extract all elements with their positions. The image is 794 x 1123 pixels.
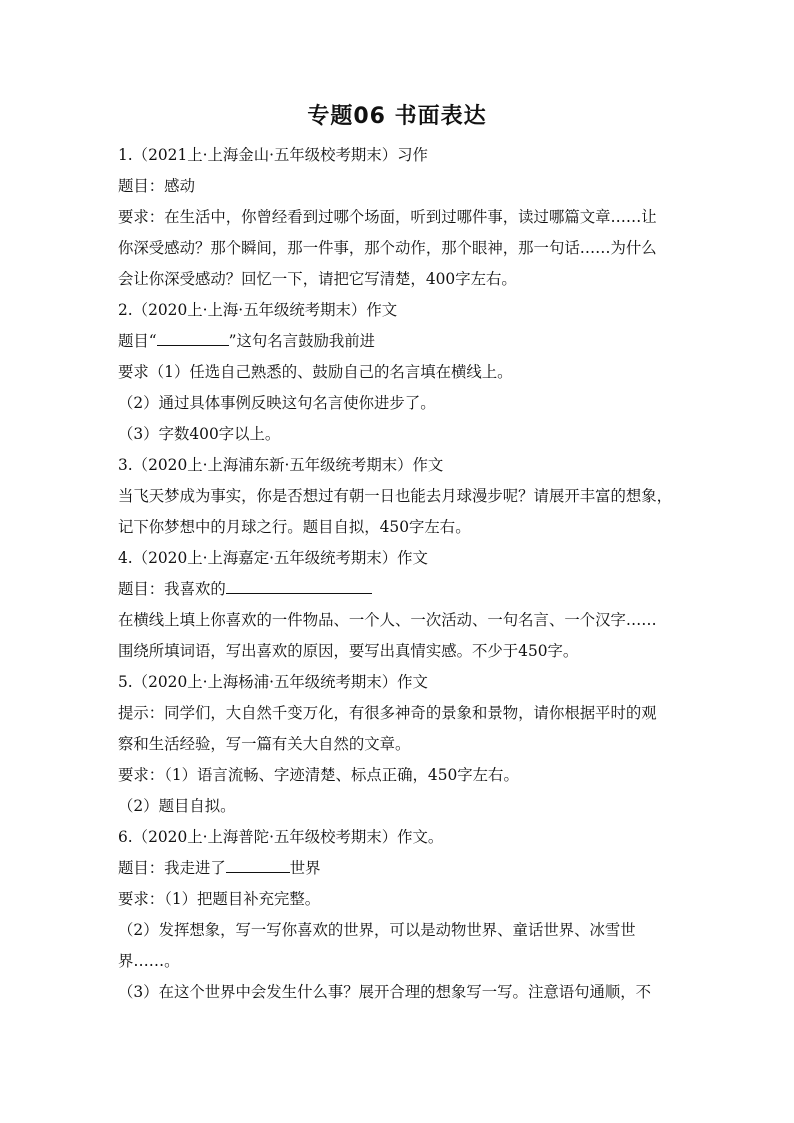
question-requirement: （2）通过具体事例反映这句名言使你进步了。 (118, 394, 436, 412)
question-heading: 4.（2020上·上海嘉定·五年级统考期末）作文 (118, 549, 428, 567)
question-requirement: （3）字数400字以上。 (118, 425, 281, 443)
question-6 (118, 822, 683, 1008)
question-5 (118, 667, 683, 822)
question-heading: 6.（2020上·上海普陀·五年级校考期末）作文。 (118, 828, 444, 846)
question-topic (118, 574, 683, 605)
question-heading: 2.（2020上·上海·五年级统考期末）作文 (118, 301, 398, 319)
question-requirement: 围绕所填词语，写出喜欢的原因，要写出真情实感。不少于450字。 (118, 642, 579, 660)
topic-prefix: 题目“ (118, 332, 157, 350)
question-requirement: 当飞天梦成为事实，你是否想过有朝一日也能去月球漫步呢？请展开丰富的想象， (118, 487, 673, 505)
question-topic: 题目：感动 (118, 177, 195, 195)
question-requirement: 界……。 (118, 952, 180, 970)
topic-prefix: 题目：我走进了 (118, 859, 226, 877)
question-requirement: （2）题目自拟。 (118, 797, 236, 815)
question-requirement: 记下你梦想中的月球之行。题目自拟，450字左右。 (118, 518, 471, 536)
question-requirement: 察和生活经验，写一篇有关大自然的文章。 (118, 735, 411, 753)
question-1 (118, 140, 683, 295)
question-topic (118, 326, 683, 357)
question-requirement: 要求：（1）把题目补充完整。 (118, 890, 321, 908)
question-requirement: 要求（1）任选自己熟悉的、鼓励自己的名言填在横线上。 (118, 363, 513, 381)
fill-in-blank (226, 578, 372, 594)
fill-in-blank (157, 330, 229, 346)
question-requirement: （3）在这个世界中会发生什么事？展开合理的想象写一写。注意语句通顺，不 (118, 983, 652, 1001)
topic-suffix: 世界 (289, 859, 321, 877)
question-requirement: 你深受感动？那个瞬间，那一件事，那个动作，那个眼神，那一句话……为什么 (118, 239, 657, 257)
question-requirement: 要求：（1）语言流畅、字迹清楚、标点正确，450字左右。 (118, 766, 519, 784)
question-heading: 3.（2020上·上海浦东新·五年级统考期末）作文 (118, 456, 444, 474)
question-4 (118, 543, 683, 667)
question-heading: 1.（2021上·上海金山·五年级校考期末）习作 (118, 146, 428, 164)
question-list (118, 140, 683, 1008)
fill-in-blank (226, 857, 290, 873)
question-requirement: （2）发挥想象，写一写你喜欢的世界，可以是动物世界、童话世界、冰雪世 (118, 921, 636, 939)
topic-suffix: ”这句名言鼓励我前进 (228, 332, 376, 350)
question-requirement: 要求：在生活中，你曾经看到过哪个场面，听到过哪件事，读过哪篇文章……让 (118, 208, 657, 226)
question-heading: 5.（2020上·上海杨浦·五年级统考期末）作文 (118, 673, 428, 691)
question-requirement: 在横线上填上你喜欢的一件物品、一个人、一次活动、一句名言、一个汉字…… (118, 611, 657, 629)
question-3 (118, 450, 683, 543)
question-requirement: 会让你深受感动？回忆一下，请把它写清楚，400字左右。 (118, 270, 517, 288)
topic-prefix: 题目：我喜欢的 (118, 580, 226, 598)
question-topic (118, 853, 683, 884)
page-title: 专题06 书面表达 (307, 104, 487, 129)
question-requirement: 提示：同学们，大自然千变万化，有很多神奇的景象和景物，请你根据平时的观 (118, 704, 657, 722)
question-2 (118, 295, 683, 450)
